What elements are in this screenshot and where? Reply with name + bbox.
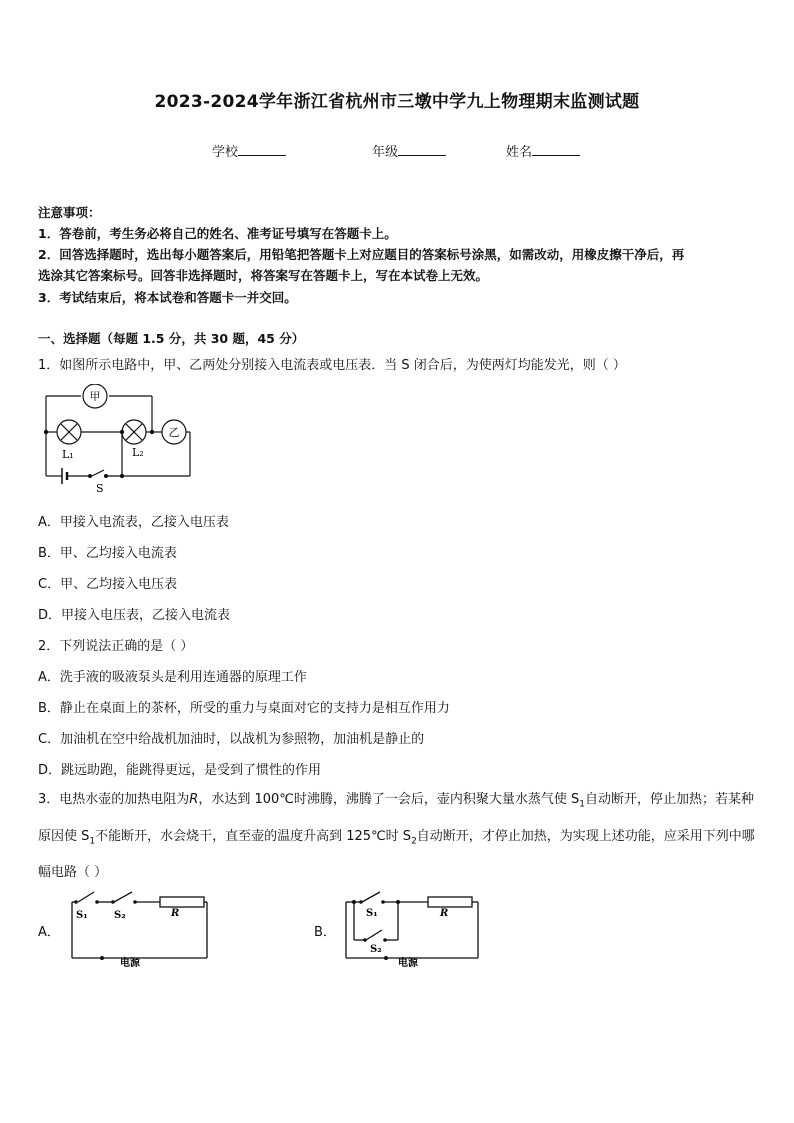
question-3-stem: [38, 784, 758, 888]
q3-option-a-label[interactable]: A．: [38, 925, 60, 940]
name-field: [506, 141, 580, 160]
q2-option-d[interactable]: D．跳远助跑，能跳得更远，是受到了惯性的作用: [38, 763, 322, 778]
notice-item: 3．考试结束后，将本试卷和答题卡一并交回。: [38, 290, 297, 305]
q1-option-a[interactable]: A．甲接入电流表，乙接入电压表: [38, 515, 229, 530]
q3-text-1: 3．电热水壶的加热电阻为: [38, 792, 190, 807]
q2-option-a[interactable]: A．洗手液的吸液泵头是利用连通器的原理工作: [38, 670, 307, 685]
school-label: 学校: [212, 145, 239, 160]
q3a-s2-label: S₂: [114, 910, 126, 921]
q1-option-d[interactable]: D．甲接入电压表，乙接入电流表: [38, 608, 231, 623]
q3-option-b-label[interactable]: B．: [314, 925, 336, 940]
section-heading: 一、选择题（每题 1.5 分，共 30 题，45 分）: [38, 331, 305, 346]
q3b-s1-label: S₁: [366, 908, 378, 919]
meter-yi-label: 乙: [168, 426, 180, 439]
switch-label: S: [96, 482, 104, 495]
school-blank[interactable]: [238, 143, 286, 156]
q3-sub-2: 1: [89, 836, 96, 847]
q3-text-5: 自动断开，才停止加热，为实现上述功能，应采用下列中哪幅电路（ ）: [38, 828, 755, 881]
notice-item: 2．回答选择题时，选出每小题答案后，用铅笔把答题卡上对应题目的答案标号涂黑，如需改动，用橡皮擦干净后，再: [38, 247, 685, 262]
q3-sub-3: 2: [411, 836, 417, 847]
question-1-stem: 1．如图所示电路中，甲、乙两处分别接入电流表或电压表．当 S 闭合后，为使两灯均能发光，则（ ）: [38, 358, 626, 373]
q3a-s1-label: S₁: [76, 910, 88, 921]
q2-option-c[interactable]: C．加油机在空中给战机加油时，以战机为参照物，加油机是静止的: [38, 732, 425, 747]
notice-heading: 注意事项：: [38, 205, 101, 220]
q1-option-c[interactable]: C．甲、乙均接入电压表: [38, 577, 178, 592]
q3-option-a-circuit: [64, 884, 214, 968]
notice-item: 1．答卷前，考生务必将自己的姓名、准考证号填写在答题卡上。: [38, 226, 397, 241]
grade-field: [372, 141, 446, 160]
q3a-power-label: 电源: [120, 958, 140, 968]
q3-text-3: 自动断开，停止加热；若某种原因使 S: [38, 792, 755, 844]
q1-circuit-diagram: [38, 384, 198, 496]
grade-label: 年级: [372, 145, 399, 160]
meter-jia-label: 甲: [89, 390, 101, 403]
q3-var-r: R: [189, 792, 199, 807]
q2-option-b[interactable]: B．静止在桌面上的茶杯，所受的重力与桌面对它的支持力是相互作用力: [38, 701, 450, 716]
question-2-stem: 2．下列说法正确的是（ ）: [38, 639, 194, 654]
lamp2-label: L₂: [132, 446, 144, 459]
school-field: [212, 141, 286, 160]
lamp1-label: L₁: [62, 448, 74, 461]
q3-text-4: 不能断开，水会烧干，直至壶的温度升高到 125℃时 S: [95, 828, 412, 844]
q3-option-b-circuit: [340, 884, 490, 968]
q3-sub-1: 1: [579, 799, 585, 810]
q3b-s2-label: S₂: [370, 944, 382, 955]
page-title: 2023-2024学年浙江省杭州市三墩中学九上物理期末监测试题: [154, 92, 640, 112]
notice-item: 选涂其它答案标号。回答非选择题时，将答案写在答题卡上，写在本试卷上无效。: [38, 268, 489, 283]
q3b-power-label: 电源: [398, 958, 418, 968]
name-blank[interactable]: [532, 143, 580, 156]
q3b-r-label: R: [440, 908, 449, 919]
q1-option-b[interactable]: B．甲、乙均接入电流表: [38, 546, 177, 561]
q3a-r-label: R: [171, 908, 180, 919]
name-label: 姓名: [506, 145, 533, 160]
grade-blank[interactable]: [398, 143, 446, 156]
q3-text-2: ，水达到 100℃时沸腾，沸腾了一会后，壶内积聚大量水蒸气使 S: [198, 792, 580, 807]
